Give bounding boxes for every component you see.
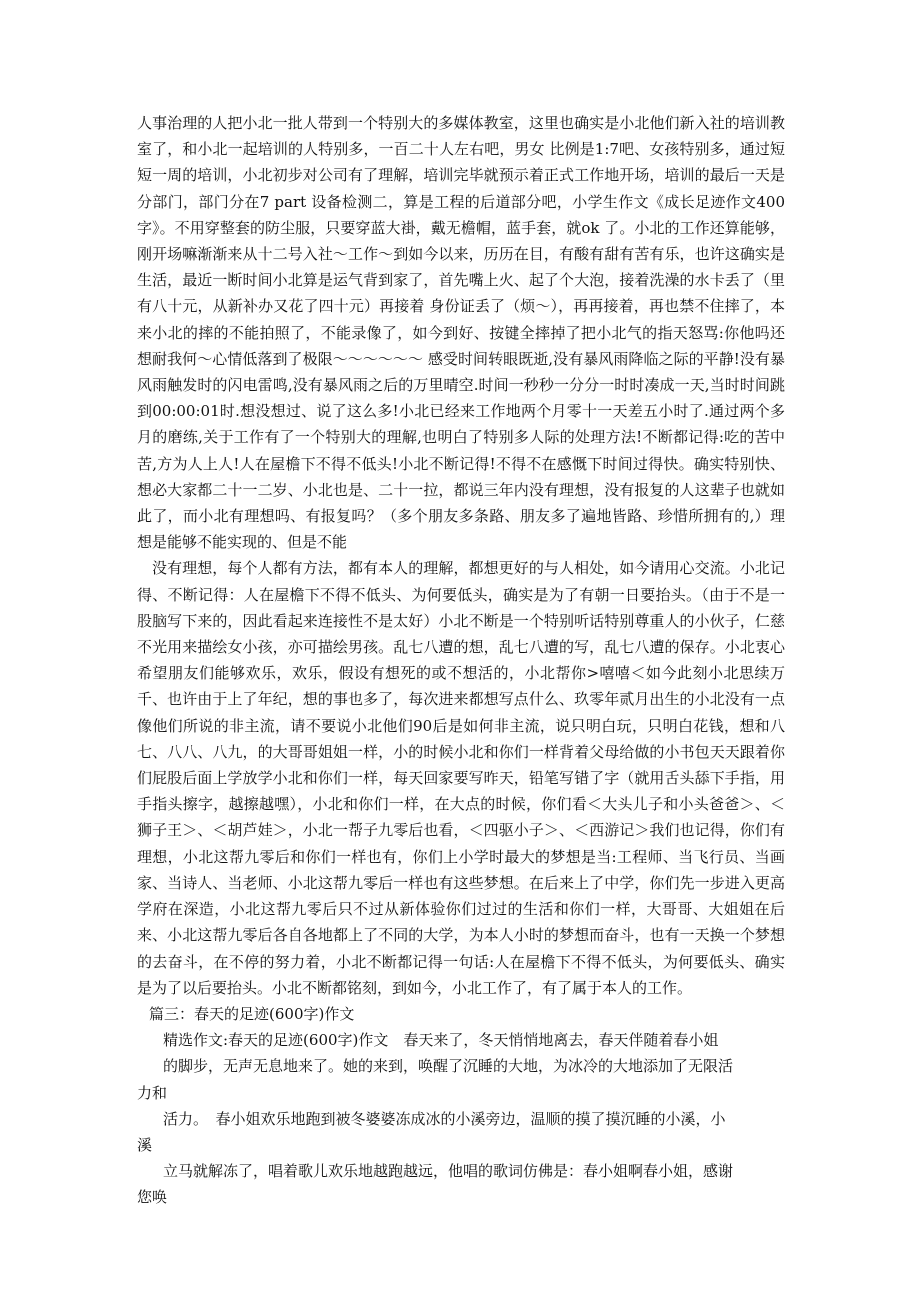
paragraph-4-wrap: 力和 — [137, 1083, 168, 1102]
section-heading: 篇三：春天的足迹(600字)作文 — [149, 1004, 355, 1023]
paragraph-5-wrap: 溪 — [137, 1135, 153, 1154]
paragraph-5 — [137, 1106, 785, 1158]
paragraph-3: 精选作文:春天的足迹(600字)作文 春天来了，冬天悄悄地离去，春天伴随着春小姐 — [163, 1031, 719, 1050]
paragraph-6 — [137, 1158, 785, 1210]
paragraph-6-line: 立马就解冻了，唱着歌儿欢乐地越跑越远，他唱的歌词仿佛是：春小姐啊春小姐，感谢 — [163, 1162, 734, 1181]
paragraph-1: 人事治理的人把小北一批人带到一个特别大的多媒体教室，这里也确实是小北他们新入社的培训教室了，和小北一起培训的人特别多，一百二十人左右吧，男女 比例是1:7吧、女孩特别多，通过短短一周的培训，小北初步对公司有了理解，培训完毕就预示着正式工作地开场，培训的最后一天是分部门，部门分在7 part 设备检测二，算是工程的后道部分吧，小学生作文《成长足迹作文400字》。不用穿整套的防尘服，只要穿蓝大褂，戴无檐帽，蓝手套，就ok 了。小北的工作还算能够，刚开场嘛渐渐来从十二号入社～工作～到如今以来，历历在目，有酸有甜有苦有乐，也许这确实是生活，最近一断时间小北算是运气背到家了，首先嘴上火、起了个大泡，接着洗澡的水卡丢了（里有八十元，从新补办又花了四十元）再接着 身份证丢了（烦～），再再接着，再也禁不住摔了，本来小北的摔的不能拍照了，不能录像了，如今到好、按键全摔掉了把小北气的指天怒骂:你他吗还想耐我何～心情低落到了极限～～～～～～ 感受时间转眼既逝,没有暴风雨降临之际的平静!没有暴风雨触发时的闪电雷鸣,没有暴风雨之后的万里晴空.时间一秒秒一分分一时时凑成一天,当时时间跳到00:00:01时.想没想过、说了这么多!小北已经来工作地两个月零十一天差五小时了.通过两个多月的磨练,关于工作有了一个特别大的理解,也明白了特别多人际的处理方法!不断都记得:吃的苦中苦,方为人上人!人在屋檐下不得不低头!小北不断记得!不得不在感慨下时间过得快。确实特别快、想必大家都二十一二岁、小北也是、二十一拉，都说三年内没有理想，没有报复的人这辈子也就如此了，而小北有理想吗、有报复吗？（多个朋友多条路、朋友多了遍地皆路、珍惜所拥有的,）理想是能够不能实现的、但是不能 — [137, 114, 785, 552]
paragraph-4-line: 的脚步，无声无息地来了。她的来到，唤醒了沉睡的大地，为冰冷的大地添加了无限活 — [163, 1057, 734, 1076]
paragraph-5-line: 活力。 春小姐欢乐地跑到被冬婆婆冻成冰的小溪旁边，温顺的摸了摸沉睡的小溪，小 — [163, 1109, 726, 1128]
paragraph-4 — [137, 1053, 785, 1105]
paragraph-6-wrap: 您唤 — [137, 1188, 168, 1207]
paragraph-2: 没有理想，每个人都有方法，都有本人的理解，都想更好的与人相处，如今请用心交流。小北记得、不断记得：人在屋檐下不得不低头、为何要低头，确实是为了有朝一日要抬头。（由于不是一股脑写下来的，因此看起来连接性不是太好）小北不断是一个特别听话特别尊重人的小伙子，仁慈不光用来描绘女小孩，亦可描绘男孩。乱七八遭的想，乱七八遭的写，乱七八遭的保存。小北衷心希望朋友们能够欢乐，欢乐，假设有想死的或不想活的，小北帮你>嘻嘻＜如今此刻小北思续万千、也许由于上了年纪，想的事也多了，每次进来都想写点什么、玖零年贰月出生的小北没有一点像他们所说的非主流，请不要说小北他们90后是如何非主流，说只明白玩，只明白花钱，想和八七、八八、八九，的大哥哥姐姐一样，小的时候小北和你们一样背着父母给做的小书包天天跟着你们屁股后面上学放学小北和你们一样，每天回家要写昨天，铅笔写错了字（就用舌头舔下手指，用手指头擦字，越擦越嘿），小北和你们一样，在大点的时候，你们看＜大头儿子和小头爸爸＞、＜狮子王＞、＜胡芦娃＞，小北一帮子九零后也看，＜四驱小子＞、＜西游记＞我们也记得，你们有理想，小北这帮九零后和你们一样也有，你们上小学时最大的梦想是当:工程师、当飞行员、当画家、当诗人、当老师、小北这帮九零后一样也有这些梦想。在后来上了中学，你们先一步进入更高学府在深造，小北这帮九零后只不过从新体验你们过过的生活和你们一样，大哥哥、大姐姐在后来、小北这帮九零后各自各地都上了不同的大学，为本人小时的梦想而奋斗，也有一天换一个梦想的去奋斗，在不停的努力着，小北不断都记得一句话:人在屋檐下不得不低头，为何要低头、确实是为了以后要抬头。小北不断都铭刻，到如今，小北工作了，有了属于本人的工作。 — [137, 559, 785, 997]
document-body — [137, 110, 785, 1211]
